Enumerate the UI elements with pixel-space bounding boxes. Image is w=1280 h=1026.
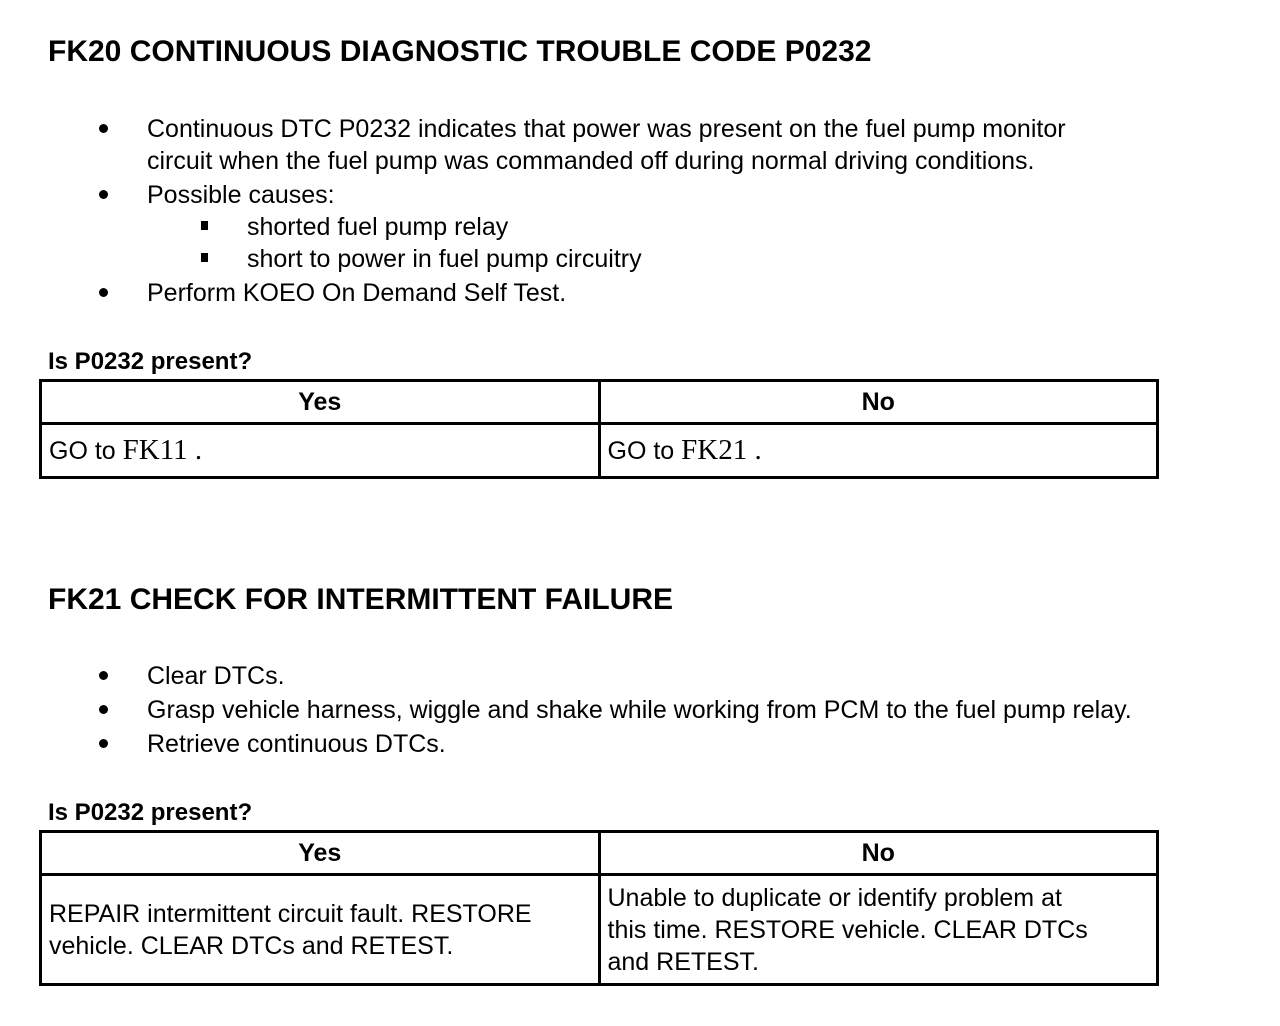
no-cell bbox=[599, 875, 1158, 985]
no-cell-text-continued: this time. RESTORE vehicle. CLEAR DTCs bbox=[607, 915, 1088, 944]
bullet-list bbox=[0, 660, 1132, 760]
no-cell bbox=[599, 424, 1158, 478]
table-header-row bbox=[41, 832, 1158, 875]
bullet-text: Grasp vehicle harness, wiggle and shake while working from PCM to the fuel pump relay. bbox=[147, 696, 1132, 724]
bullet-dot-icon bbox=[99, 288, 108, 297]
sub-bullet-item bbox=[0, 243, 1066, 275]
decision-table bbox=[39, 379, 1159, 479]
bullet-text-continued: circuit when the fuel pump was commanded off during normal driving conditions. bbox=[147, 147, 1035, 175]
yes-cell-text: REPAIR intermittent circuit fault. RESTORE bbox=[49, 899, 532, 928]
table-row bbox=[41, 424, 1158, 478]
bullet-item-grasp-harness bbox=[0, 694, 1132, 726]
bullet-dot-icon bbox=[99, 190, 108, 199]
yes-header: Yes bbox=[41, 381, 600, 424]
sub-bullet-text: shorted fuel pump relay bbox=[247, 213, 509, 241]
bullet-item-self-test bbox=[0, 277, 1066, 309]
decision-table bbox=[39, 830, 1159, 986]
fk11-link[interactable]: FK11 . bbox=[122, 434, 203, 466]
question-text: Is P0232 present? bbox=[48, 799, 253, 826]
section-title: FK20 CONTINUOUS DIAGNOSTIC TROUBLE CODE P0232 bbox=[48, 35, 872, 68]
yes-cell-text-continued: vehicle. CLEAR DTCs and RETEST. bbox=[49, 931, 454, 960]
bullet-item-clear-dtcs bbox=[0, 660, 1132, 692]
square-bullet-icon bbox=[201, 253, 208, 262]
bullet-item-possible-causes bbox=[0, 179, 1066, 211]
fk21-link[interactable]: FK21 . bbox=[681, 434, 762, 466]
bullet-dot-icon bbox=[99, 124, 108, 133]
table-header-row bbox=[41, 381, 1158, 424]
bullet-dot-icon bbox=[99, 705, 108, 714]
section-title: FK21 CHECK FOR INTERMITTENT FAILURE bbox=[48, 583, 674, 616]
no-cell-text-end: and RETEST. bbox=[607, 947, 759, 976]
bullet-item-retrieve-dtcs bbox=[0, 728, 1132, 760]
bullet-text: Continuous DTC P0232 indicates that power was present on the fuel pump monitor bbox=[147, 115, 1066, 143]
yes-cell bbox=[41, 424, 600, 478]
go-to-text: GO to bbox=[607, 437, 682, 465]
yes-header: Yes bbox=[41, 832, 600, 875]
sub-bullet-text: short to power in fuel pump circuitry bbox=[247, 245, 642, 273]
bullet-list bbox=[0, 113, 1066, 309]
no-cell-text: Unable to duplicate or identify problem at bbox=[607, 883, 1062, 912]
bullet-text: Clear DTCs. bbox=[147, 662, 285, 690]
square-bullet-icon bbox=[201, 221, 208, 230]
yes-cell bbox=[41, 875, 600, 985]
no-header: No bbox=[599, 381, 1158, 424]
go-to-text: GO to bbox=[49, 437, 123, 465]
bullet-text: Perform KOEO On Demand Self Test. bbox=[147, 279, 567, 307]
bullet-item-description bbox=[0, 113, 1066, 177]
sub-bullet-item bbox=[0, 211, 1066, 243]
no-header: No bbox=[599, 832, 1158, 875]
question-text: Is P0232 present? bbox=[48, 348, 253, 375]
bullet-text: Retrieve continuous DTCs. bbox=[147, 730, 446, 758]
table-row bbox=[41, 875, 1158, 985]
bullet-dot-icon bbox=[99, 739, 108, 748]
bullet-text: Possible causes: bbox=[147, 181, 335, 209]
bullet-dot-icon bbox=[99, 671, 108, 680]
